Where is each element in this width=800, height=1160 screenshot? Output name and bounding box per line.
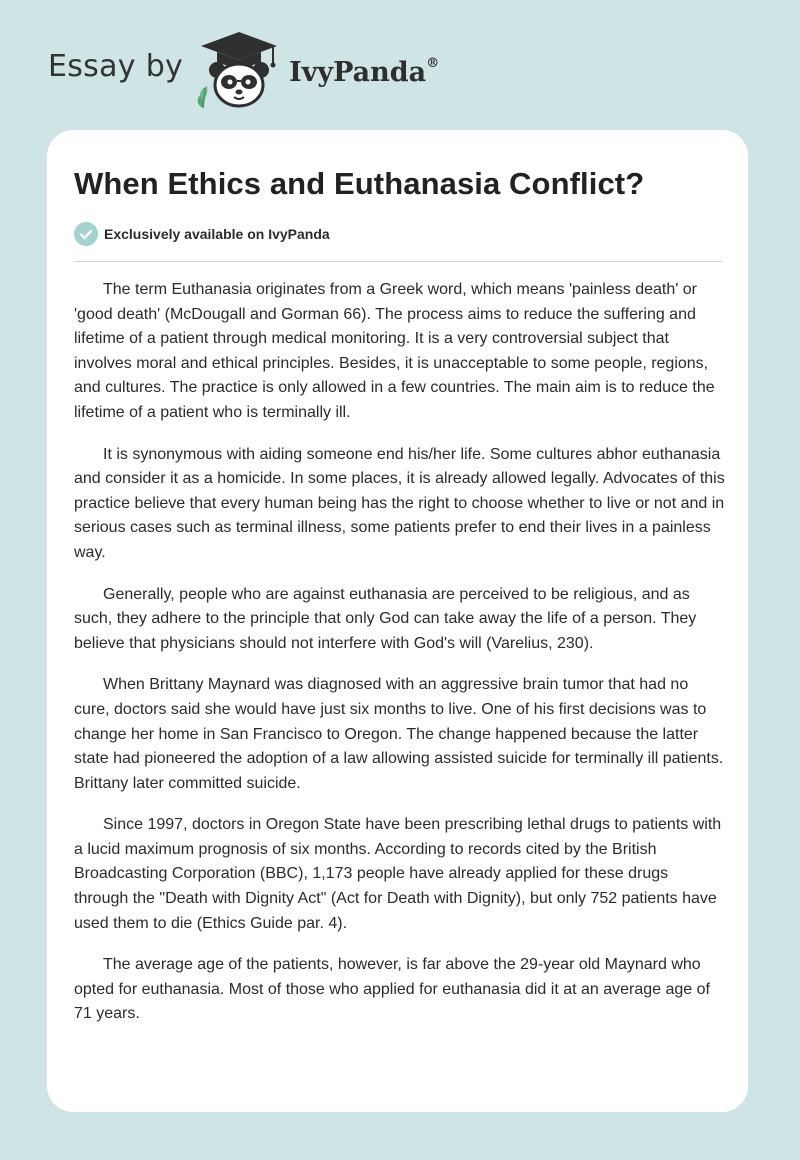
page-title: When Ethics and Euthanasia Conflict? <box>74 166 645 201</box>
graduate-panda-logo-icon[interactable] <box>193 30 285 110</box>
paragraph: The average age of the patients, however, is far above the 29-year old Maynard who opted for euthanasia. Most of those who applied for euthanasia did it at an average age of 71 years. <box>74 956 710 1023</box>
site-header <box>48 30 439 110</box>
paragraph: It is synonymous with aiding someone end his/her life. Some cultures abhor euthanasia and consider it as a homicide. In some places, it is already allowed legally. Advocates of this practice believe that every human being has the right to choose whether to live or not and in serious cases such as terminal illness, some patients prefer to end their lives in a painless way. <box>74 445 725 561</box>
essay-body <box>74 278 726 1044</box>
check-icon <box>74 222 98 246</box>
divider <box>74 261 722 262</box>
essay-card <box>47 130 748 1112</box>
paragraph: Since 1997, doctors in Oregon State have been prescribing lethal drugs to patients with a lucid maximum prognosis of six months. According to records cited by the British Broadcasting Corporation (BBC), 1,173 people have already applied for these drugs through the "Death with Dignity Act" (Act for Death with Dignity), but only 752 patients have used them to die (Ethics Guide par. 4). <box>74 816 722 932</box>
essay-by-label: Essay by <box>48 48 184 84</box>
paragraph: Generally, people who are against euthanasia are perceived to be religious, and as such, they adhere to the principle that only God can take away the life of a person. They believe that physicians should not interfere with God's will (Varelius, 230). <box>74 585 697 652</box>
brand-name-text: IvyPanda <box>289 56 427 88</box>
exclusive-label: Exclusively available on IvyPanda <box>104 226 330 242</box>
paragraph: The term Euthanasia originates from a Greek word, which means 'painless death' or 'good death' (McDougall and Gorman 66). The process aims to reduce the suffering and lifetime of a patient through medical monitoring. It is a very controversial subject that involves moral and ethical principles. Besides, it is unacceptable to some people, regions, and cultures. The practice is only allowed in a few countries. The main aim is to reduce the lifetime of a patient who is terminally ill. <box>74 281 715 421</box>
brand-name[interactable] <box>289 57 439 88</box>
exclusive-badge <box>74 222 330 246</box>
paragraph: When Brittany Maynard was diagnosed with an aggressive brain tumor that had no cure, doctors said she would have just six months to live. One of his first decisions was to change her home in San Francisco to Oregon. The change happened because the latter state had pioneered the adoption of a law allowing assisted suicide for terminally ill patients. Brittany later committed suicide. <box>74 676 724 792</box>
registered-mark: ® <box>426 55 440 71</box>
